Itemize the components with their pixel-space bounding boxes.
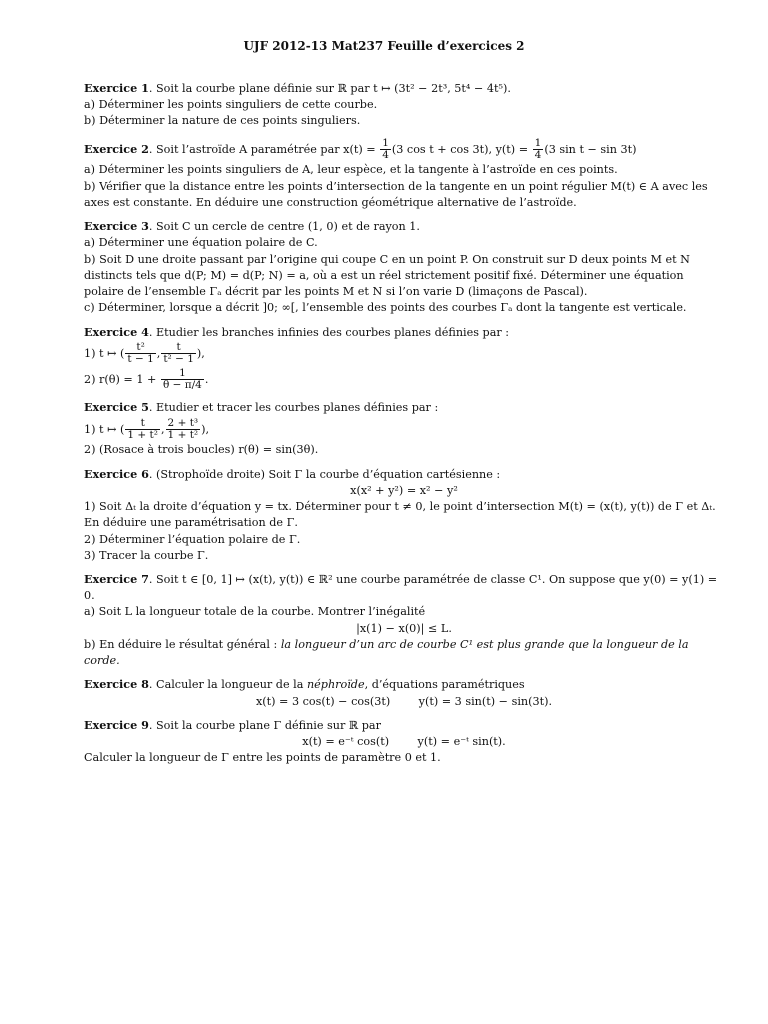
exercise-list [84, 80, 724, 774]
exercise-6-statement: . (Strophoïde droite) Soit Γ la courbe d’équation cartésienne : [148, 467, 501, 481]
exercise-7-label: Exercice 7 [84, 571, 149, 586]
exercise-2-label: Exercice 2 [84, 141, 149, 156]
exercise-2 [84, 137, 724, 211]
exercise-6-item-1: 1) Soit Δₜ la droite d’équation y = tx. Déterminer pour t ≠ 0, le point d’intersection M(t) = (x(t), y(t)) de Γ et Δₜ. En déduire une paramétrisation de Γ. [84, 500, 716, 530]
exercise-2-statement-b: (3 cos t + cos 3t), y(t) = [391, 142, 529, 156]
exercise-2-b: b) Vérifier que la distance entre les points d’intersection de la tangente en un point régulier M(t) ∈ A avec les axes est constante. En déduire une construction géométrique alternative de l’astroïde. [84, 179, 708, 209]
exercise-5-statement: . Etudier et tracer les courbes planes définies par : [148, 401, 439, 415]
exercise-1-label: Exercice 1 [84, 81, 149, 95]
exercise-3-label: Exercice 3 [84, 219, 149, 234]
exercise-7-statement: . Soit t ∈ [0, 1] ↦ (x(t), y(t)) ∈ ℝ² une courbe paramétrée de classe C¹. On suppose que y(0) = y(1) = 0. [84, 572, 718, 603]
exercise-6-equation: x(x² + y²) = x² − y² [350, 483, 458, 497]
exercise-2-intro [84, 137, 724, 163]
exercise-8-intro: Exercice 8. Calculer la longueur de la néphroïde, d’équations paramétriques [84, 677, 525, 692]
fraction: $\frac{\text{t²}}{t - 1}$ [127, 341, 154, 366]
fraction-one-quarter-2: $\frac{1}{4}$ [534, 137, 542, 162]
exercise-5 [84, 399, 724, 458]
exercise-4-label: Exercice 4 [84, 324, 149, 339]
exercise-7-intro [84, 571, 724, 604]
fraction: $\frac{t}{\text{1 + t²}}$ [127, 417, 158, 442]
fraction: $\frac{1}{\theta - \pi/4}$ [162, 367, 202, 392]
exercise-3 [84, 218, 724, 316]
fraction: $\frac{\text{2 + t³}}{\text{1 + t²}}$ [167, 417, 199, 442]
exercise-3-intro [84, 218, 724, 235]
nephroide-term: néphroïde [306, 678, 365, 692]
exercise-7-b: b) En déduire le résultat général : la longueur d’un arc de courbe C¹ est plus grande que la longueur de la corde. [84, 637, 689, 668]
exercise-4-intro [84, 324, 724, 341]
exercise-1-b: b) Déterminer la nature de ces points singuliers. [84, 114, 361, 128]
exercise-3-b: b) Soit D une droite passant par l’origine qui coupe C en un point P. On construit sur D deux points M et N distincts tels que d(P; M) = d(P; N) = a, où a est un réel strictement positif fixé. Déterminer une équation polaire de l’ensemble Γₐ décrit par les points M et N si l’on varie D (limaçons de Pascal). [84, 252, 690, 299]
exercise-8 [84, 676, 724, 709]
exercise-2-a: a) Déterminer les points singuliers de A, leur espèce, et la tangente à l’astroïde en ces points. [84, 163, 618, 177]
fraction: $\frac{t}{\text{t² − 1}}$ [163, 341, 194, 366]
exercise-1-statement: . Soit la courbe plane définie sur ℝ par t ↦ (3t² − 2t³, 5t⁴ − 4t⁵). [148, 82, 511, 95]
exercise-1 [84, 80, 724, 130]
exercise-1-a: a) Déterminer les points singuliers de cette courbe. [84, 98, 378, 112]
exercise-3-c: c) Déterminer, lorsque a décrit ]0; ∞[, l’ensemble des points des courbes Γₐ dont la tangente est verticale. [84, 301, 687, 315]
exercise-6-item-2: 2) Déterminer l’équation polaire de Γ. [84, 532, 301, 546]
exercise-2-statement-a: . Soit l’astroïde A paramétrée par x(t) = [148, 142, 376, 156]
exercise-9-statement: . Soit la courbe plane Γ définie sur ℝ par [148, 718, 381, 732]
exercise-8-label: Exercice 8 [84, 677, 149, 692]
exercise-5-item-2: 2) (Rosace à trois boucles) r(θ) = sin(3θ). [84, 443, 319, 457]
exercise-9-label: Exercice 9 [84, 717, 149, 732]
exercise-7 [84, 571, 724, 669]
exercise-5-item-1: 1) t ↦ ( $\frac{t}{\text{1 + t²}}$ , $\frac{\text{2 + t³}}{\text{1 + t²}}$ ), [84, 417, 210, 442]
page-title: UJF 2012-13 Mat237 Feuille d’exercices 2 [243, 39, 525, 53]
exercise-4-item-2: 2) r(θ) = 1 + $\frac{1}{\theta - \pi/4}$ . [84, 367, 209, 392]
exercise-9-question: Calculer la longueur de Γ entre les points de paramètre 0 et 1. [84, 751, 441, 765]
exercise-4 [84, 324, 724, 393]
exercise-4-item-1: 1) t ↦ ( $\frac{\text{t²}}{t - 1}$ , $\frac{t}{\text{t² − 1}}$ ), [84, 341, 205, 366]
fraction-one-quarter: $\frac{1}{4}$ [382, 137, 389, 162]
exercise-8-equation: x(t) = 3 cos(t) − cos(3t) y(t) = 3 sin(t) − sin(3t). [255, 694, 553, 708]
exercise-7-equation: |x(1) − x(0)| ≤ L. [356, 621, 452, 635]
exercise-6 [84, 466, 724, 564]
exercise-9 [84, 717, 724, 767]
exercise-6-item-3: 3) Tracer la courbe Γ. [84, 548, 209, 562]
exercise-3-a: a) Déterminer une équation polaire de C. [84, 236, 318, 250]
exercise-2-statement-c: (3 sin t − sin 3t) [544, 142, 637, 156]
exercise-9-equation: x(t) = e⁻ᵗ cos(t) y(t) = e⁻ᵗ sin(t). [302, 735, 506, 749]
exercise-5-label: Exercice 5 [84, 400, 149, 415]
exercise-9-intro [84, 717, 724, 734]
exercise-6-label: Exercice 6 [84, 466, 149, 481]
exercise-5-intro [84, 399, 724, 416]
exercise-6-intro [84, 466, 724, 483]
exercise-4-statement: . Etudier les branches infinies des courbes planes définies par : [148, 325, 510, 339]
exercise-7-b-emphasis: la longueur d’un arc de courbe C¹ est plus grande que la longueur de la corde. [84, 637, 689, 668]
exercise-7-a: a) Soit L la longueur totale de la courbe. Montrer l’inégalité [84, 605, 426, 619]
exercise-1-intro [84, 80, 724, 97]
exercise-3-statement: . Soit C un cercle de centre (1, 0) et de rayon 1. [148, 220, 420, 234]
